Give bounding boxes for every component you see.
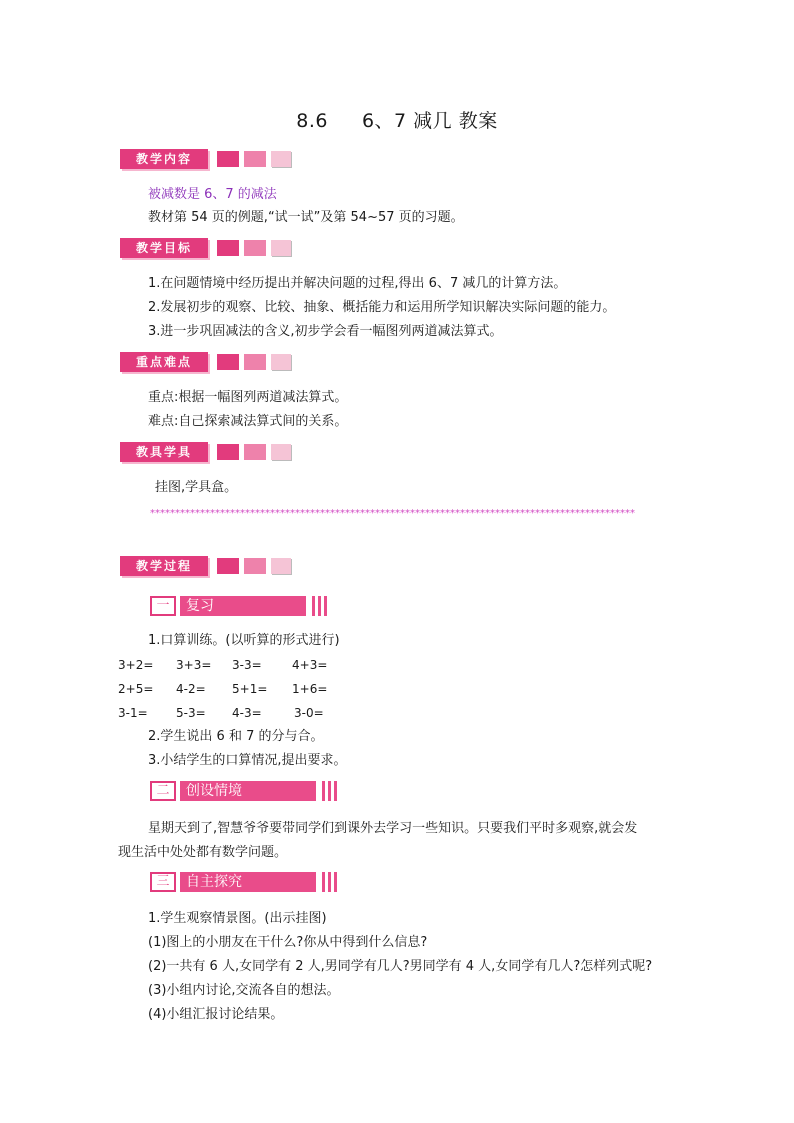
calc-item: 5-3= xyxy=(176,706,206,720)
decor-square xyxy=(217,444,239,460)
calc-item: 4-2= xyxy=(176,682,206,696)
decor-square xyxy=(244,558,266,574)
calc-item: 3+3= xyxy=(176,658,212,672)
step-bar-review xyxy=(150,596,335,616)
step-title: 自主探究 xyxy=(180,872,316,892)
explore-line: (1)图上的小朋友在干什么?你从中得到什么信息? xyxy=(148,935,428,950)
bar-stripe xyxy=(322,872,325,892)
section-header-keypoints xyxy=(120,352,300,372)
tools-text: 挂图,学具盒。 xyxy=(155,480,238,495)
section-header-content xyxy=(120,149,300,169)
section-label: 教具学具 xyxy=(120,442,208,462)
explore-line: (2)一共有 6 人,女同学有 2 人,男同学有几人?男同学有 4 人,女同学有几人?怎样列式呢? xyxy=(148,959,653,974)
review-after: 3.小结学生的口算情况,提出要求。 xyxy=(148,753,347,768)
bar-stripe xyxy=(322,781,325,801)
goal-item: 2.发展初步的观察、比较、抽象、概括能力和运用所学知识解决实际问题的能力。 xyxy=(148,300,616,315)
goal-item: 3.进一步巩固减法的含义,初步学会看一幅图列两道减法算式。 xyxy=(148,324,503,339)
star-divider: ************************************************************************************************* xyxy=(150,508,635,519)
calc-item: 3-0= xyxy=(294,706,324,720)
bar-stripe xyxy=(312,596,315,616)
review-after: 2.学生说出 6 和 7 的分与合。 xyxy=(148,729,324,744)
step-title: 创设情境 xyxy=(180,781,316,801)
calc-item: 4-3= xyxy=(232,706,262,720)
goal-item: 1.在问题情境中经历提出并解决问题的过程,得出 6、7 减几的计算方法。 xyxy=(148,276,567,291)
scene-line: 现生活中处处都有数学问题。 xyxy=(118,845,288,860)
decor-square xyxy=(271,444,291,460)
calc-item: 4+3= xyxy=(292,658,328,672)
bar-stripe xyxy=(328,872,331,892)
calc-item: 3-3= xyxy=(232,658,262,672)
explore-line: (3)小组内讨论,交流各自的想法。 xyxy=(148,983,340,998)
decor-square xyxy=(244,151,266,167)
section-label: 教学内容 xyxy=(120,149,208,169)
content-text: 教材第 54 页的例题,“试一试”及第 54~57 页的习题。 xyxy=(148,210,464,225)
section-label: 重点难点 xyxy=(120,352,208,372)
calc-item: 3-1= xyxy=(118,706,148,720)
section-label: 教学过程 xyxy=(120,556,208,576)
calc-item: 3+2= xyxy=(118,658,154,672)
scene-line: 星期天到了,智慧爷爷要带同学们到课外去学习一些知识。只要我们平时多观察,就会发 xyxy=(148,821,638,836)
section-label: 教学目标 xyxy=(120,238,208,258)
decor-square xyxy=(271,558,291,574)
step-number: 三 xyxy=(150,872,176,892)
title-text: 6、7 减几 教案 xyxy=(361,110,498,132)
bar-stripe xyxy=(334,872,337,892)
bar-stripe xyxy=(334,781,337,801)
section-header-process xyxy=(120,556,300,576)
calc-item: 1+6= xyxy=(292,682,328,696)
explore-line: 1.学生观察情景图。(出示挂图) xyxy=(148,911,327,926)
step-bar-explore xyxy=(150,872,345,892)
step-number: 一 xyxy=(150,596,176,616)
calc-item: 2+5= xyxy=(118,682,154,696)
step-bar-scene xyxy=(150,781,345,801)
document-title xyxy=(0,106,794,133)
decor-square xyxy=(217,354,239,370)
review-intro: 1.口算训练。(以听算的形式进行) xyxy=(148,633,340,648)
section-header-goals xyxy=(120,238,300,258)
bar-stripe xyxy=(328,781,331,801)
bar-stripe xyxy=(324,596,327,616)
decor-square xyxy=(244,444,266,460)
content-subtitle: 被减数是 6、7 的减法 xyxy=(148,187,277,202)
decor-square xyxy=(271,240,291,256)
title-number: 8.6 xyxy=(296,110,328,132)
calc-item: 5+1= xyxy=(232,682,268,696)
bar-stripe xyxy=(318,596,321,616)
step-number: 二 xyxy=(150,781,176,801)
explore-line: (4)小组汇报讨论结果。 xyxy=(148,1007,284,1022)
step-title: 复习 xyxy=(180,596,306,616)
keypoint-item: 重点:根据一幅图列两道减法算式。 xyxy=(148,390,348,405)
decor-square xyxy=(271,354,291,370)
decor-square xyxy=(271,151,291,167)
keypoint-item: 难点:自己探索减法算式间的关系。 xyxy=(148,414,348,429)
decor-square xyxy=(217,558,239,574)
decor-square xyxy=(244,240,266,256)
decor-square xyxy=(217,151,239,167)
section-header-tools xyxy=(120,442,300,462)
decor-square xyxy=(217,240,239,256)
decor-square xyxy=(244,354,266,370)
